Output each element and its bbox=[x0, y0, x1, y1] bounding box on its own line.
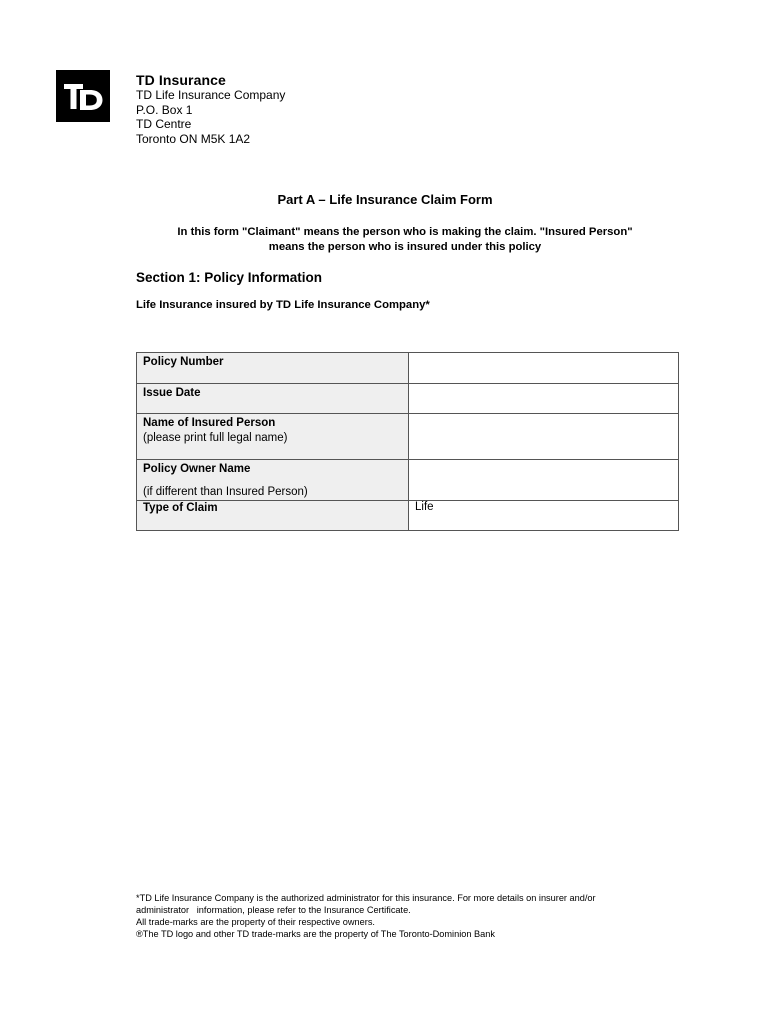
label-cell bbox=[137, 353, 409, 384]
policy-number-field[interactable] bbox=[409, 353, 679, 384]
table-row-claim-type bbox=[137, 501, 679, 531]
form-intro bbox=[140, 225, 670, 255]
section-subheading: Life Insurance insured by TD Life Insurance Company* bbox=[136, 299, 430, 311]
td-logo-mark bbox=[56, 70, 110, 122]
footer-line: administrator information, please refer to the Insurance Certificate. bbox=[136, 905, 411, 915]
insured-name-field[interactable] bbox=[409, 414, 679, 460]
field-label: Policy Number bbox=[143, 356, 224, 368]
label-cell bbox=[137, 384, 409, 414]
footer-line: *TD Life Insurance Company is the authorized administrator for this insurance. For more details on insurer and/or bbox=[136, 893, 596, 903]
table-row-owner-name bbox=[137, 460, 679, 501]
field-label: Policy Owner Name bbox=[143, 463, 251, 475]
form-title: Part A – Life Insurance Claim Form bbox=[277, 192, 493, 207]
section-heading: Section 1: Policy Information bbox=[136, 270, 323, 285]
table-row-issue-date bbox=[137, 384, 679, 414]
footer-line: ®The TD logo and other TD trade-marks are the property of The Toronto-Dominion Bank bbox=[136, 929, 495, 939]
owner-name-field[interactable] bbox=[409, 460, 679, 501]
issue-date-field[interactable] bbox=[409, 384, 679, 414]
address-line-company: TD Life Insurance Company bbox=[136, 88, 286, 102]
claim-type-field[interactable]: Life bbox=[409, 501, 679, 531]
footer-line: All trade-marks are the property of their respective owners. bbox=[136, 917, 375, 927]
company-address bbox=[136, 73, 285, 146]
brand-name: TD Insurance bbox=[136, 72, 226, 88]
field-sublabel: (please print full legal name) bbox=[143, 432, 288, 444]
label-cell bbox=[137, 501, 409, 531]
policy-info-table bbox=[136, 352, 679, 531]
field-label: Name of Insured Person bbox=[143, 417, 276, 429]
address-line-city: Toronto ON M5K 1A2 bbox=[136, 131, 251, 146]
field-label: Issue Date bbox=[143, 387, 201, 399]
table-row-insured-name bbox=[137, 414, 679, 460]
field-sublabel: (if different than Insured Person) bbox=[143, 486, 308, 498]
footer-notes bbox=[136, 892, 676, 940]
field-label: Type of Claim bbox=[143, 502, 218, 514]
intro-line-1: In this form "Claimant" means the person who is making the claim. "Insured Person" bbox=[177, 226, 633, 238]
address-line-centre: TD Centre bbox=[136, 117, 192, 132]
address-line-po-box: P.O. Box 1 bbox=[136, 102, 193, 117]
td-logo-icon bbox=[56, 70, 110, 122]
intro-line-2: means the person who is insured under this policy bbox=[268, 241, 542, 253]
label-cell bbox=[137, 460, 409, 501]
label-cell bbox=[137, 414, 409, 460]
table-row-policy-number bbox=[137, 353, 679, 384]
